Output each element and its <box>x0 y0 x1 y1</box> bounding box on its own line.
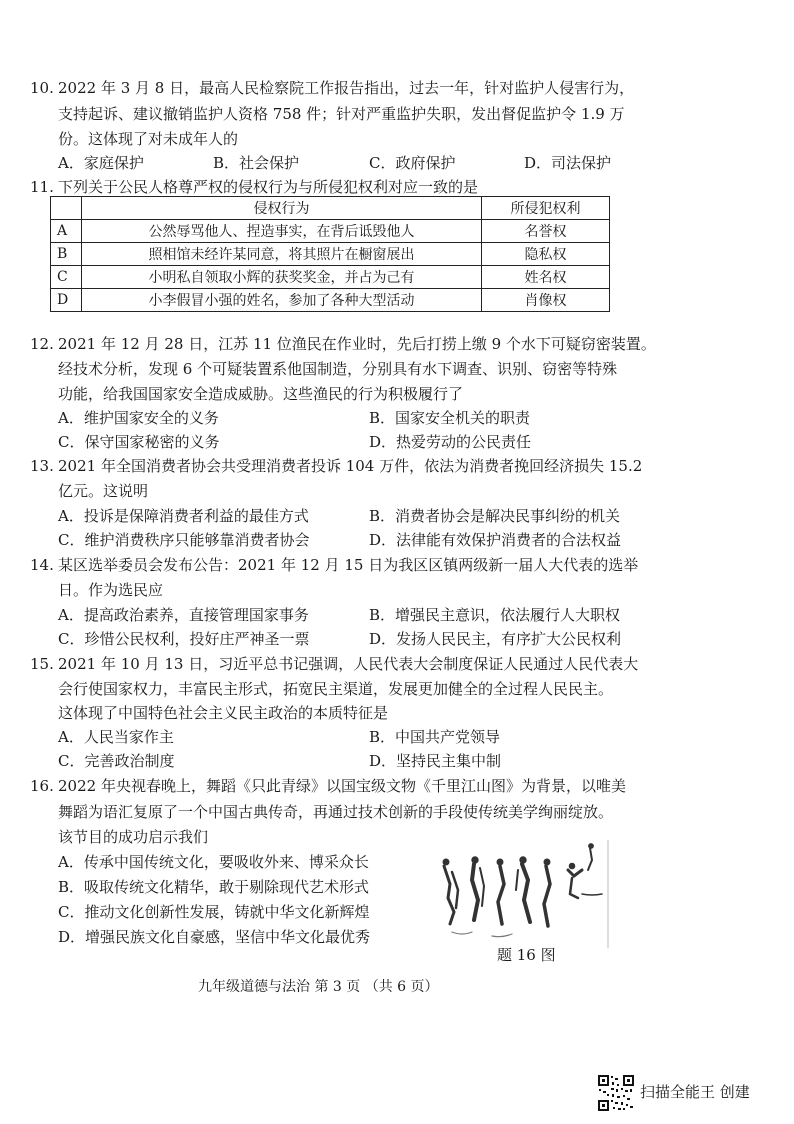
option-b: B．消费者协会是解决民事纠纷的机关 <box>369 507 621 525</box>
table-cell: 照相馆未经许某同意，将其照片在橱窗展出 <box>82 243 482 266</box>
option-a: A．投诉是保障消费者利益的最佳方式 <box>58 507 309 525</box>
table-header-row <box>51 197 610 220</box>
option-a: A．家庭保护 <box>58 154 144 172</box>
question-text: 2021 年全国消费者协会共受理消费者投诉 104 万件，依法为消费者挽回经济损失 15.2 <box>58 457 643 475</box>
table-header-cell: 所侵犯权利 <box>482 197 610 220</box>
question-text: 亿元。这说明 <box>58 482 149 500</box>
table-header-cell: 侵权行为 <box>82 197 482 220</box>
option-d: D．发扬人民民主，有序扩大公民权利 <box>369 630 622 648</box>
option-b: B．社会保护 <box>213 154 300 172</box>
figure-caption: 题 16 图 <box>497 946 556 964</box>
question-text: 2021 年 12 月 28 日，江苏 11 位渔民在作业时，先后打捞上缴 9 个水下可疑窃密装置。 <box>58 335 656 353</box>
question-number: 14. <box>30 556 54 574</box>
question-text: 会行使国家权力，丰富民主形式，拓宽民主渠道，发展更加健全的全过程人民民主。 <box>58 680 614 698</box>
option-b: B．中国共产党领导 <box>369 728 501 746</box>
table-header-cell <box>51 197 82 220</box>
question-text: 下列关于公民人格尊严权的侵权行为与所侵犯权利对应一致的是 <box>58 178 479 196</box>
table-cell: A <box>51 220 82 243</box>
table-row <box>51 289 610 312</box>
question-number: 15. <box>30 655 54 673</box>
table-cell: 隐私权 <box>482 243 610 266</box>
rights-table <box>50 196 610 312</box>
option-d: D．增强民族文化自豪感，坚信中华文化最优秀 <box>58 928 371 946</box>
question-text: 份。这体现了对未成年人的 <box>58 130 239 148</box>
question-text: 2022 年 3 月 8 日，最高人民检察院工作报告指出，过去一年，针对监护人侵害行为， <box>58 79 635 97</box>
option-c: C．推动文化创新性发展，铸就中华文化新辉煌 <box>58 903 370 921</box>
table-cell: 小明私自领取小辉的获奖奖金，并占为己有 <box>82 266 482 289</box>
option-d: D．司法保护 <box>524 154 612 172</box>
question-number: 13. <box>30 457 54 475</box>
question-text: 这体现了中国特色社会主义民主政治的本质特征是 <box>58 704 389 722</box>
question-text: 功能，给我国国家安全造成威胁。这些渔民的行为积极履行了 <box>58 385 464 403</box>
option-c: C．保守国家秘密的义务 <box>58 433 220 451</box>
table-row <box>51 243 610 266</box>
table-cell: 姓名权 <box>482 266 610 289</box>
question-number: 11. <box>30 178 54 196</box>
question-number: 10. <box>30 79 54 97</box>
table-cell: B <box>51 243 82 266</box>
question-text: 支持起诉、建议撤销监护人资格 758 件；针对严重监护失职，发出督促监护令 1.9 万 <box>58 105 625 123</box>
question-text: 该节目的成功启示我们 <box>58 828 209 846</box>
option-d: D．热爱劳动的公民责任 <box>369 433 532 451</box>
table-row <box>51 266 610 289</box>
table-cell: C <box>51 266 82 289</box>
table-cell: 公然辱骂他人、捏造事实，在背后诋毁他人 <box>82 220 482 243</box>
option-d: D．坚持民主集中制 <box>369 752 502 770</box>
question-text: 舞蹈为语汇复原了一个中国古典传奇，再通过技术创新的手段使传统美学绚丽绽放。 <box>58 803 614 821</box>
table-cell: D <box>51 289 82 312</box>
option-a: A．提高政治素养，直接管理国家事务 <box>58 606 309 624</box>
option-b: B．增强民主意识，依法履行人大职权 <box>369 606 621 624</box>
option-c: C．政府保护 <box>369 154 456 172</box>
qr-code-icon <box>597 1074 635 1112</box>
table-cell: 小李假冒小强的姓名，参加了各种大型活动 <box>82 289 482 312</box>
question-text: 经技术分析，发现 6 个可疑装置系他国制造，分别具有水下调查、识别、窃密等特殊 <box>58 360 618 378</box>
table-cell: 名誉权 <box>482 220 610 243</box>
question-number: 16. <box>30 777 54 795</box>
page-footer: 九年级道德与法治 第 3 页 （共 6 页） <box>198 979 439 995</box>
option-c: C．珍惜公民权利，投好庄严神圣一票 <box>58 630 310 648</box>
question-text: 2021 年 10 月 13 日，习近平总书记强调，人民代表大会制度保证人民通过人民代表大 <box>58 655 639 673</box>
option-b: B．国家安全机关的职责 <box>369 409 531 427</box>
table-cell: 肖像权 <box>482 289 610 312</box>
option-d: D．法律能有效保护消费者的合法权益 <box>369 531 622 549</box>
option-a: A．维护国家安全的义务 <box>58 409 219 427</box>
scanner-watermark: 扫描全能王 创建 <box>640 1083 750 1101</box>
question-text: 某区选举委员会发布公告：2021 年 12 月 15 日为我区区镇两级新一届人大代表的选举 <box>58 556 639 574</box>
dancers-image <box>432 840 612 950</box>
option-c: C．维护消费秩序只能够靠消费者协会 <box>58 531 310 549</box>
question-text: 日。作为选民应 <box>58 581 164 599</box>
table-row <box>51 220 610 243</box>
option-b: B．吸取传统文化精华，敢于剔除现代艺术形式 <box>58 878 370 896</box>
option-a: A．传承中国传统文化，要吸收外来、博采众长 <box>58 853 369 871</box>
question-number: 12. <box>30 335 54 353</box>
question-text: 2022 年央视春晚上，舞蹈《只此青绿》以国宝级文物《千里江山图》为背景，以唯美 <box>58 777 626 795</box>
option-c: C．完善政治制度 <box>58 752 175 770</box>
option-a: A．人民当家作主 <box>58 728 174 746</box>
